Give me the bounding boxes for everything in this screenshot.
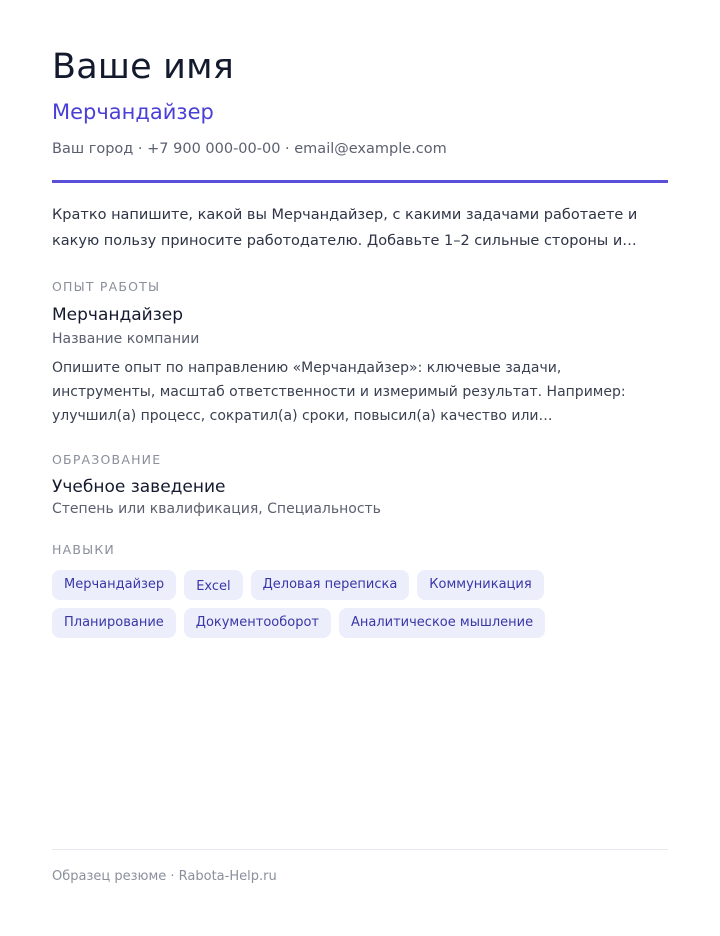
experience-description: Опишите опыт по направлению «Мерчандайзер»: ключевые задачи, инструменты, масштаб ответственности и измеримый результат. Например: улучшил(а) процесс, сократил(а) сроки, повысил(а) качество или… (52, 360, 626, 424)
skill-chip: Планирование (52, 608, 176, 638)
education-institution: Учебное заведение (52, 477, 226, 497)
experience-company: Название компании (52, 331, 200, 347)
experience-position: Мерчандайзер (52, 305, 184, 325)
skill-chip: Деловая переписка (251, 570, 410, 600)
skills-section-title: НАВЫКИ (52, 542, 115, 557)
skill-chip: Документооборот (184, 608, 331, 638)
contact-line: Ваш город · +7 900 000-00-00 · email@example.com (52, 141, 447, 157)
resume-page (52, 0, 668, 936)
education-section-title: ОБРАЗОВАНИЕ (52, 452, 162, 467)
summary-text: Кратко напишите, какой вы Мерчандайзер, с какими задачами работаете и какую пользу приносите работодателю. Добавьте 1–2 сильные стороны и… (52, 207, 638, 249)
skill-chip: Мерчандайзер (52, 570, 176, 600)
skills-list (52, 570, 668, 638)
experience-section-title: ОПЫТ РАБОТЫ (52, 279, 161, 294)
education-degree: Степень или квалификация, Специальность (52, 501, 381, 517)
skill-chip: Аналитическое мышление (339, 608, 545, 638)
footer-note: Образец резюме · Rabota-Help.ru (52, 869, 277, 884)
candidate-name: Ваше имя (52, 47, 234, 87)
header-divider (52, 180, 668, 183)
skill-chip: Excel (184, 570, 242, 600)
candidate-role: Мерчандайзер (52, 100, 214, 124)
footer-divider (52, 849, 668, 850)
skill-chip: Коммуникация (417, 570, 543, 600)
